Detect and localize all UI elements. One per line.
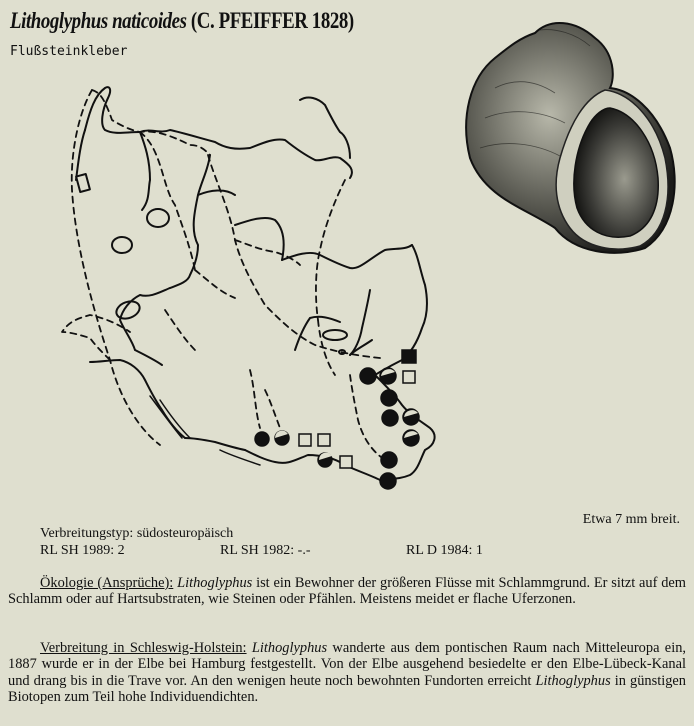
size-note: Etwa 7 mm breit. <box>582 512 680 527</box>
genus-name: Lithoglyphus <box>177 575 253 591</box>
record-square <box>402 350 416 363</box>
genus-name: Lithoglyphus <box>535 672 611 689</box>
record-square <box>318 434 330 446</box>
ecology-paragraph <box>8 575 686 608</box>
species-authority: (C. PFEIFFER 1828) <box>190 8 354 33</box>
genus-name: Lithoglyphus <box>251 640 328 656</box>
species-name: Lithoglyphus naticoides <box>10 8 187 33</box>
record-filled-circle <box>380 473 396 489</box>
record-square <box>299 434 311 446</box>
distribution-text-1: wanderte aus dem pontischen Raum nach Mitteleuropa ein, 1887 wurde er in der Elbe bei Hamburg festgestellt. Von der Elbe ausgehend besiedelte er den Elbe-Lübeck-Kanal und drang bis in die Trave vor. An den wenigen heute noch bewohnten Fundorten erreicht <box>8 640 686 689</box>
record-square <box>403 371 415 383</box>
ecology-text: ist ein Bewohner der größeren Flüsse mit Schlammgrund. Er sitzt auf dem Schlamm oder auf Hartsubstraten, wie Steinen oder Pfählen. Meistens meidet er flache Uferzonen. <box>8 575 686 608</box>
distribution-paragraph <box>8 640 686 705</box>
red-list-d-1984: RL D 1984: 1 <box>406 543 483 558</box>
common-name: Flußsteinkleber <box>10 44 128 59</box>
record-filled-circle <box>382 410 398 426</box>
record-filled-circle <box>381 452 397 468</box>
snail-shell-icon <box>455 8 685 258</box>
record-filled-circle <box>255 432 269 446</box>
record-square <box>340 456 352 468</box>
distribution-heading: Verbreitung in Schleswig-Holstein: <box>40 640 247 656</box>
record-filled-circle <box>360 368 376 384</box>
red-list-sh-1989: RL SH 1989: 2 <box>40 543 125 558</box>
red-list-sh-1982: RL SH 1982: -.- <box>220 543 311 558</box>
distribution-text-2: in günstigen Biotopen zum Teil hohe Individuendichten. <box>8 672 686 705</box>
distribution-type: Verbreitungstyp: südosteuropäisch <box>40 526 234 541</box>
ecology-heading: Ökologie (Ansprüche): <box>40 575 174 591</box>
record-filled-circle <box>381 390 397 406</box>
